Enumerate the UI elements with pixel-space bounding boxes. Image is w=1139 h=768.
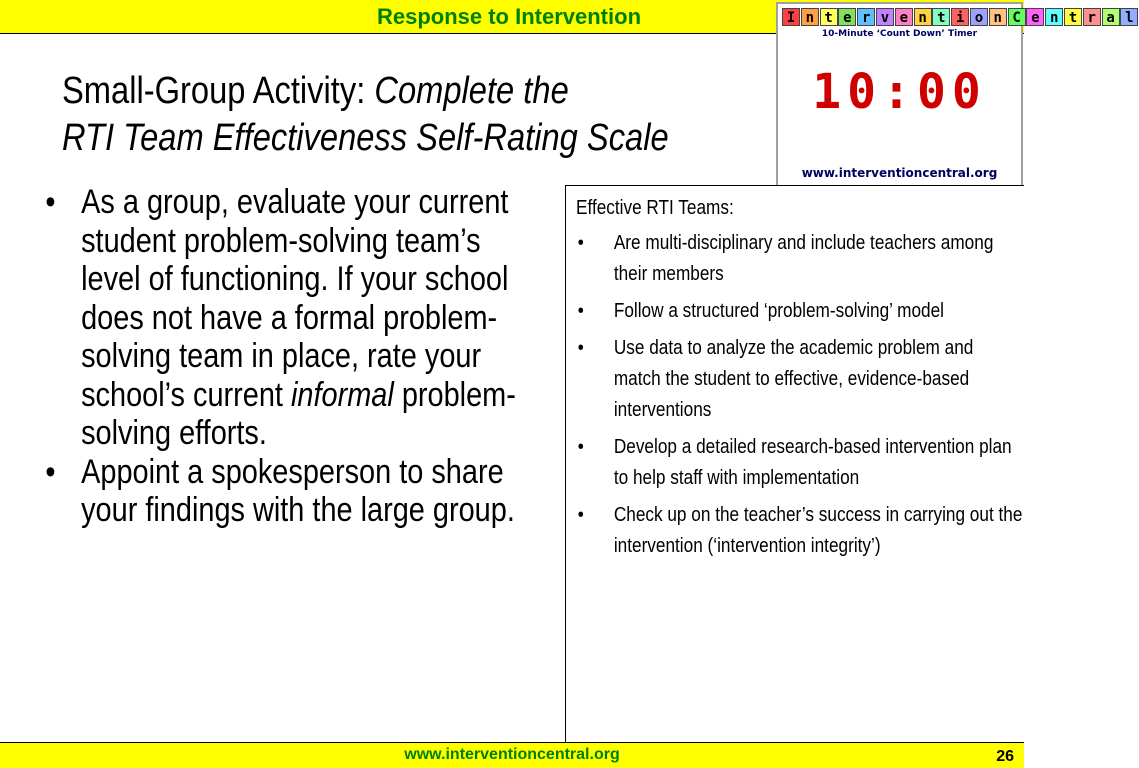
bullet-icon: • <box>577 504 584 526</box>
bullet-icon: • <box>577 436 584 458</box>
list-item: • Develop a detailed research-based intervention plan to help staff with implementation <box>576 432 1023 494</box>
bullet-icon: • <box>577 300 584 322</box>
list-item: • Use data to analyze the academic problem and match the student to effective, evidence-based interventions <box>576 333 1023 426</box>
list-item: • As a group, evaluate your current student problem-solving team’s level of functioning. If your school does not have a formal problem-solving team in place, rate your school’s current informal problem-solving efforts. <box>45 183 516 452</box>
logo-letter: r <box>1083 8 1101 26</box>
logo-letter: l <box>1120 8 1138 26</box>
bullet-icon: • <box>45 183 56 221</box>
slide-title-plain: Small-Group Activity: <box>62 70 375 112</box>
effective-teams-box <box>565 185 1024 742</box>
bullet-icon: • <box>577 337 584 359</box>
logo-letter: n <box>989 8 1007 26</box>
interventioncentral-logo <box>782 8 1139 28</box>
logo-letter: I <box>782 8 800 26</box>
slide-title <box>62 68 681 162</box>
timer-url: www.interventioncentral.org <box>801 166 998 180</box>
timer-display: 10:00 <box>812 64 987 120</box>
footer-banner <box>0 742 1024 768</box>
list-item: • Appoint a spokesperson to share your findings with the large group. <box>45 452 515 529</box>
logo-letter: e <box>838 8 856 26</box>
logo-letter: t <box>1064 8 1082 26</box>
logo-letter: n <box>914 8 932 26</box>
logo-letter: t <box>932 8 950 26</box>
bullet-icon: • <box>45 452 56 491</box>
logo-letter: a <box>1102 8 1120 26</box>
activity-instructions-list <box>42 183 518 530</box>
logo-letter: e <box>1026 8 1044 26</box>
footer-url-link[interactable]: www.interventioncentral.org <box>404 746 620 763</box>
bullet-icon: • <box>577 232 584 254</box>
list-item: • Follow a structured ‘problem-solving’ model <box>576 296 1023 327</box>
logo-letter: n <box>801 8 819 26</box>
list-item: • Check up on the teacher’s success in carrying out the intervention (‘intervention integrity’) <box>576 500 1023 562</box>
logo-letter: r <box>857 8 875 26</box>
logo-letter: o <box>970 8 988 26</box>
effective-teams-heading: Effective RTI Teams: <box>576 197 734 219</box>
timer-subtitle: 10-Minute ‘Count Down’ Timer <box>821 29 978 39</box>
header-title: Response to Intervention <box>376 4 642 29</box>
slide-title-italic-line1: Complete the <box>374 70 569 112</box>
list-item: • Are multi-disciplinary and include teachers among their members <box>576 228 1023 290</box>
logo-letter: C <box>1008 8 1026 26</box>
logo-letter: i <box>951 8 969 26</box>
logo-letter: t <box>820 8 838 26</box>
page-number: 26 <box>996 748 1014 765</box>
logo-letter: n <box>1045 8 1063 26</box>
logo-letter: v <box>876 8 894 26</box>
logo-letter: e <box>895 8 913 26</box>
countdown-timer <box>776 2 1134 189</box>
effective-teams-list <box>576 228 1023 562</box>
slide-title-italic-line2: RTI Team Effectiveness Self-Rating Scale <box>62 117 669 159</box>
